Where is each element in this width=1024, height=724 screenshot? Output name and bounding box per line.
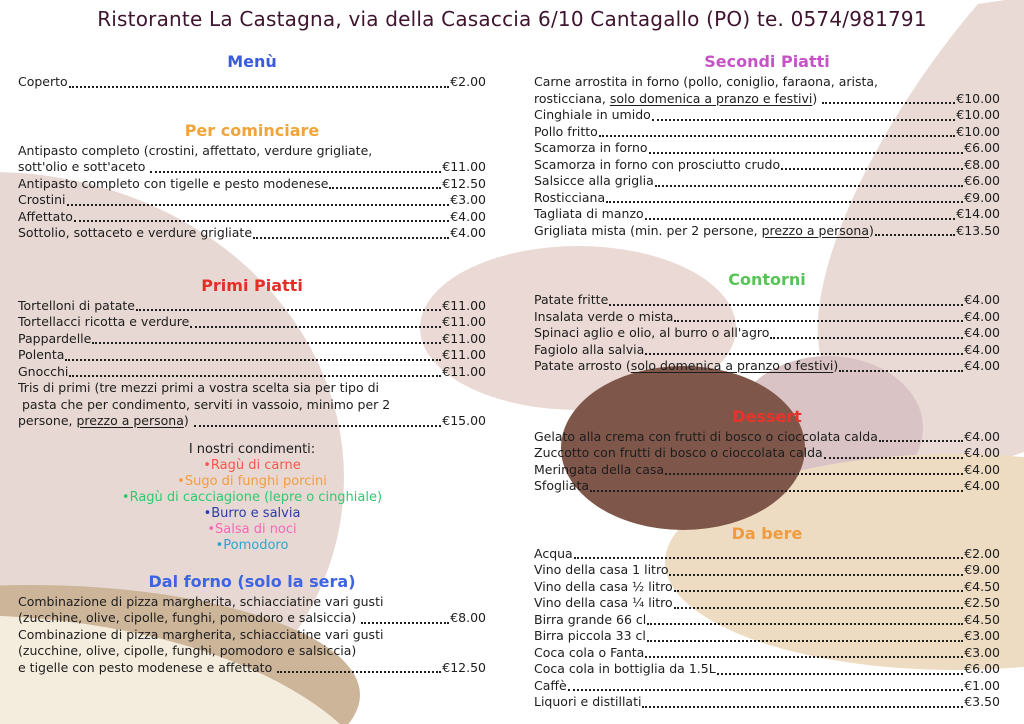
dot-leader (92, 342, 441, 344)
dot-leader (822, 102, 955, 104)
item-text-segment: solo domenica a pranzo o festivi (630, 358, 834, 373)
item-price-line (534, 694, 1000, 711)
section-heading: Da bere (731, 523, 803, 543)
menu-item (534, 140, 1000, 157)
section-heading: Contorni (728, 270, 806, 289)
item-price: €11.00 (442, 347, 486, 362)
item-name (18, 413, 193, 430)
item-line: Carne arrostita in forno (pollo, coniglio, faraona, arista, (534, 74, 879, 89)
item-price-line (534, 546, 1000, 563)
item-price: €4.00 (964, 461, 1000, 477)
item-price-line (18, 331, 486, 348)
dot-leader (781, 168, 963, 170)
section-heading: Menù (227, 52, 277, 71)
section-heading: Dal forno (solo la sera) (148, 571, 356, 591)
menu-item (534, 628, 1000, 645)
item-price-line (18, 660, 486, 677)
item-price-line (534, 661, 1000, 678)
section-contorni (534, 270, 1000, 375)
dot-leader (609, 304, 963, 306)
menu-item (534, 206, 1000, 223)
item-name (18, 176, 328, 193)
item-price: €6.00 (964, 140, 1000, 155)
menu-item (18, 364, 486, 381)
item-price-line (18, 298, 486, 315)
section-heading: Per cominciare (184, 120, 320, 140)
dot-leader (674, 320, 963, 322)
item-line: Combinazione di pizza margherita, schiacciatine vari gusti (18, 593, 384, 609)
item-price-line (18, 314, 486, 331)
dot-leader (642, 706, 963, 708)
menu-item (534, 74, 1000, 107)
menu-item (18, 192, 486, 209)
condiment-item: •Ragù di carne (203, 457, 301, 473)
menu-item (534, 309, 1000, 326)
menu-item (534, 124, 1000, 141)
item-text-segment: Zuccotto con frutti di bosco o cioccolata calda (534, 445, 823, 460)
dot-leader (875, 234, 955, 236)
item-price: €4.00 (964, 292, 1000, 307)
item-price-line (534, 628, 1000, 645)
item-price-line (534, 429, 1000, 446)
menu-item (18, 298, 486, 315)
item-text-segment: Gnocchi (18, 363, 69, 379)
item-name (534, 309, 673, 326)
menu-item (18, 380, 486, 430)
item-name (534, 562, 668, 579)
dot-leader (669, 574, 963, 576)
item-text-segment: Patate fritte (534, 292, 609, 307)
item-price-line (534, 190, 1000, 207)
item-text-segment: Tortelloni di patate (18, 297, 135, 313)
item-price: €3.50 (964, 694, 1000, 709)
dot-leader (568, 689, 964, 691)
item-price: €10.00 (956, 123, 1000, 139)
menu-item (534, 445, 1000, 462)
section-heading: Dessert (732, 406, 802, 426)
item-text-segment: Coca cola o Fanta (534, 644, 645, 660)
item-text-segment: ) (812, 90, 822, 106)
item-price: €4.00 (964, 478, 1000, 493)
dot-leader (645, 353, 963, 355)
condiments-title: I nostri condimenti: (188, 441, 316, 457)
item-name (18, 225, 252, 242)
dot-leader (645, 656, 963, 658)
menu-item (18, 331, 486, 348)
item-text-segment: prezzo a persona (76, 413, 184, 428)
item-price: €4.00 (450, 225, 486, 240)
dot-leader (879, 440, 963, 442)
dot-leader (665, 473, 963, 475)
item-price: €3.00 (964, 628, 1000, 643)
item-text-segment: Birra grande 66 cl (534, 611, 647, 627)
item-name (534, 628, 646, 645)
item-name (534, 579, 673, 596)
item-text-segment: Sfogliata (534, 478, 590, 493)
item-line: (zucchine, olive, cipolle, funghi, pomodoro e salsiccia) (18, 643, 357, 658)
item-text-segment: Vino della casa ½ litro (534, 578, 673, 594)
dot-leader (590, 490, 963, 492)
menu-item (534, 358, 1000, 375)
menu-item (534, 429, 1000, 446)
item-name (18, 364, 68, 381)
item-name (18, 298, 135, 315)
dot-leader (253, 237, 449, 239)
item-name (534, 612, 646, 629)
menu-item (18, 209, 486, 226)
menu-item (18, 347, 486, 364)
item-price: €11.00 (442, 297, 486, 313)
item-name (534, 190, 605, 207)
item-price: €2.50 (964, 595, 1000, 610)
dot-leader (674, 590, 964, 592)
item-text-segment: Affettato (18, 208, 73, 224)
dot-leader (770, 337, 963, 339)
item-price-line (534, 157, 1000, 174)
item-price-line (18, 176, 486, 193)
menu-item (534, 678, 1000, 695)
section-heading: Primi Piatti (201, 275, 303, 295)
item-text-segment: Crostini (18, 192, 66, 207)
item-price-line (18, 413, 486, 430)
item-line: Combinazione di pizza margherita, schiacciatine vari gusti (18, 626, 384, 642)
dot-leader (361, 622, 449, 624)
item-price-line (534, 309, 1000, 326)
menu-item (534, 107, 1000, 124)
item-price-line (534, 140, 1000, 157)
section-i-nostri-condimenti (18, 442, 486, 554)
item-text-segment: Insalata verde o mista (534, 308, 674, 324)
menu-item (534, 612, 1000, 629)
dot-leader (74, 220, 449, 222)
item-name (18, 314, 189, 331)
item-name (534, 661, 716, 678)
condiment-item: •Ragù di cacciagione (lepre o cinghiale) (121, 489, 383, 505)
section-dal-forno-solo-la-sera (18, 572, 486, 677)
item-name (18, 347, 64, 364)
item-price: €3.00 (450, 192, 486, 207)
item-text-segment: Pappardelle (18, 330, 92, 346)
menu-item (534, 325, 1000, 342)
item-price-line (534, 292, 1000, 309)
dot-leader (65, 359, 441, 361)
menu-item (534, 694, 1000, 711)
condiment-item: •Burro e salvia (203, 505, 301, 521)
menu-item (18, 143, 486, 176)
item-text-segment: Sottolio, sottaceto e verdure grigliate (18, 225, 253, 240)
item-price: €4.00 (964, 325, 1000, 340)
item-price: €4.00 (964, 341, 1000, 357)
item-price: €2.00 (964, 545, 1000, 561)
item-text-segment: ) (183, 413, 193, 428)
dot-leader (329, 187, 441, 189)
item-text-segment: Gelato alla crema con frutti di bosco o cioccolata calda (534, 428, 878, 444)
item-line: Tris di primi (tre mezzi primi a vostra scelta sia per tipo di (18, 380, 379, 395)
section-per-cominciare (18, 121, 486, 242)
item-name (534, 694, 641, 711)
item-text-segment: ) (869, 222, 874, 238)
item-price: €1.00 (964, 677, 1000, 693)
item-price-line (534, 595, 1000, 612)
item-price-line (534, 173, 1000, 190)
item-price-line (534, 206, 1000, 223)
menu-item (18, 594, 486, 627)
item-price-line (534, 91, 1000, 108)
item-line: Antipasto completo (crostini, affettato, verdure grigliate, (18, 142, 373, 158)
item-price-line (18, 159, 486, 176)
menu-item (534, 223, 1000, 240)
item-price-line (18, 74, 486, 91)
item-price: €8.00 (450, 610, 486, 625)
item-name (534, 358, 838, 375)
item-price: €2.00 (450, 74, 486, 89)
item-text-segment: Patate arrosto ( (534, 358, 631, 373)
item-price: €12.50 (442, 175, 486, 191)
item-name (18, 192, 66, 209)
item-text-segment: Antipasto completo con tigelle e pesto modenese (18, 175, 329, 191)
dot-leader (717, 673, 964, 675)
item-text-segment: Caffè (534, 677, 567, 693)
item-name (534, 429, 878, 446)
dot-leader (194, 425, 442, 427)
item-price: €11.00 (442, 314, 486, 329)
item-text-segment: Rosticciana (534, 189, 606, 205)
menu-item (534, 292, 1000, 309)
item-price-line (534, 325, 1000, 342)
item-price-line (18, 225, 486, 242)
condiment-item: •Pomodoro (215, 537, 289, 553)
item-price-line (18, 347, 486, 364)
menu-item (534, 342, 1000, 359)
menu-item (18, 176, 486, 193)
item-name (534, 140, 648, 157)
item-price: €11.00 (442, 330, 486, 346)
item-name (18, 209, 73, 226)
item-price: €8.00 (964, 156, 1000, 172)
item-price-line (534, 612, 1000, 629)
item-price: €11.00 (442, 159, 486, 174)
item-price-line (534, 462, 1000, 479)
menu-item (534, 562, 1000, 579)
item-price-line (534, 678, 1000, 695)
item-name (534, 678, 567, 695)
dot-leader (674, 607, 964, 609)
item-text-segment: Salsicce alla griglia (534, 173, 654, 188)
item-price: €4.00 (964, 358, 1000, 373)
dot-leader (606, 201, 963, 203)
item-price: €4.00 (964, 445, 1000, 460)
section-men (18, 52, 486, 91)
item-text-segment: Coca cola in bottiglia da 1.5L (534, 661, 716, 676)
item-text-segment: (zucchine, olive, cipolle, funghi, pomodoro e salsiccia) (18, 610, 361, 625)
item-name (534, 325, 769, 342)
item-text-segment: Grigliata mista (min. per 2 persone, (534, 222, 762, 238)
item-price-line (534, 478, 1000, 495)
dot-leader (574, 557, 963, 559)
item-name (534, 223, 874, 240)
item-text-segment: solo domenica a pranzo e festivi (609, 90, 813, 106)
menu-column-left (18, 52, 486, 676)
dot-leader (645, 218, 956, 220)
item-name (18, 159, 149, 176)
dot-leader (839, 370, 963, 372)
menu-column-right (534, 52, 1000, 711)
menu-item (534, 173, 1000, 190)
item-price: €12.50 (442, 659, 486, 675)
item-price: €6.00 (964, 661, 1000, 676)
menu-item (534, 579, 1000, 596)
section-dessert (534, 407, 1000, 495)
item-name (534, 595, 673, 612)
item-price-line (534, 562, 1000, 579)
dot-leader (824, 457, 964, 459)
menu-item (18, 225, 486, 242)
item-text-segment: Fagiolo alla salvia (534, 341, 645, 357)
dot-leader (647, 623, 963, 625)
item-text-segment: Vino della casa 1 litro (534, 562, 669, 577)
item-name (534, 445, 823, 462)
item-price: €15.00 (442, 413, 486, 428)
item-price-line (534, 223, 1000, 240)
item-price: €9.00 (964, 189, 1000, 205)
item-price-line (18, 209, 486, 226)
item-name (534, 546, 573, 563)
item-name (18, 610, 360, 627)
section-heading: Secondi Piatti (704, 52, 830, 71)
item-text-segment: Tortellacci ricotta e verdure (18, 314, 190, 329)
item-text-segment: ) (833, 358, 839, 373)
menu-item (534, 462, 1000, 479)
item-name (534, 342, 644, 359)
item-price: €14.00 (956, 206, 1000, 221)
item-text-segment: Vino della casa ¼ litro (534, 595, 673, 610)
section-da-bere (534, 524, 1000, 711)
item-name (534, 206, 644, 223)
item-price-line (18, 610, 486, 627)
item-price-line (534, 445, 1000, 462)
item-price: €6.00 (964, 173, 1000, 188)
item-price: €10.00 (956, 90, 1000, 106)
item-name (18, 660, 276, 677)
item-name (534, 107, 651, 124)
item-price-line (534, 107, 1000, 124)
item-text-segment: sott'olio e sott'aceto (18, 159, 150, 174)
item-text-segment: Coperto (18, 74, 68, 89)
dot-leader (277, 671, 441, 673)
item-price: €4.50 (964, 611, 1000, 627)
item-text-segment: Pollo fritto (534, 123, 598, 139)
item-name (534, 292, 608, 309)
item-text-segment: e tigelle con pesto modenese e affettato (18, 659, 277, 675)
item-price: €4.00 (964, 428, 1000, 444)
menu-item (534, 661, 1000, 678)
item-text-segment: Meringata della casa (534, 461, 665, 477)
item-text-segment: Birra piccola 33 cl (534, 628, 646, 643)
item-text-segment: Scamorza in forno (534, 140, 648, 155)
menu-item (534, 595, 1000, 612)
dot-leader (190, 326, 441, 328)
item-text-segment: Tagliata di manzo (534, 206, 644, 221)
item-price: €10.00 (956, 107, 1000, 122)
menu-item (534, 157, 1000, 174)
dot-leader (136, 309, 441, 311)
dot-leader (69, 86, 450, 88)
menu-item (534, 190, 1000, 207)
item-text-segment: Acqua (534, 545, 573, 561)
section-primi-piatti (18, 276, 486, 430)
dot-leader (69, 375, 441, 377)
dot-leader (649, 152, 964, 154)
item-name (534, 478, 589, 495)
menu-item (534, 546, 1000, 563)
section-secondi-piatti (534, 52, 1000, 239)
menu-item (18, 74, 486, 91)
dot-leader (150, 171, 441, 173)
item-price-line (18, 364, 486, 381)
item-line: pasta che per condimento, serviti in vassoio, minimo per 2 (18, 396, 391, 412)
item-price-line (534, 645, 1000, 662)
item-price-line (534, 342, 1000, 359)
item-text-segment: Liquori e distillati (534, 694, 642, 709)
item-price: €4.00 (964, 308, 1000, 324)
menu-item (534, 478, 1000, 495)
item-price: €4.00 (450, 208, 486, 224)
item-text-segment: rosticciana, (534, 90, 610, 106)
item-name (534, 645, 644, 662)
item-name (534, 91, 821, 108)
dot-leader (652, 119, 955, 121)
item-price: €13.50 (956, 222, 1000, 238)
item-price-line (18, 192, 486, 209)
dot-leader (67, 204, 450, 206)
item-text-segment: prezzo a persona (761, 222, 869, 238)
menu-item (18, 314, 486, 331)
dot-leader (599, 135, 955, 137)
condiment-item: •Salsa di noci (207, 521, 297, 537)
item-price-line (534, 579, 1000, 596)
item-price: €4.50 (964, 578, 1000, 594)
condiment-item: •Sugo di funghi porcini (177, 473, 327, 489)
item-name (534, 462, 664, 479)
dot-leader (647, 640, 963, 642)
item-price: €3.00 (964, 644, 1000, 660)
item-price-line (534, 124, 1000, 141)
item-text-segment: Polenta (18, 347, 65, 362)
menu-item (18, 627, 486, 677)
item-price-line (534, 358, 1000, 375)
item-name (18, 74, 68, 91)
dot-leader (655, 185, 963, 187)
item-name (534, 173, 654, 190)
item-name (18, 331, 91, 348)
item-text-segment: Scamorza in forno con prosciutto crudo (534, 156, 781, 172)
item-price: €9.00 (964, 562, 1000, 577)
menu-item (534, 645, 1000, 662)
item-name (534, 124, 598, 141)
item-name (534, 157, 780, 174)
item-text-segment: persone, (18, 413, 77, 428)
item-price: €11.00 (442, 363, 486, 379)
restaurant-title: Ristorante La Castagna, via della Casaccia 6/10 Cantagallo (PO) te. 0574/981791 (97, 7, 927, 31)
item-text-segment: Cinghiale in umido (534, 107, 651, 122)
item-text-segment: Spinaci aglio e olio, al burro o all'agro (534, 325, 770, 340)
